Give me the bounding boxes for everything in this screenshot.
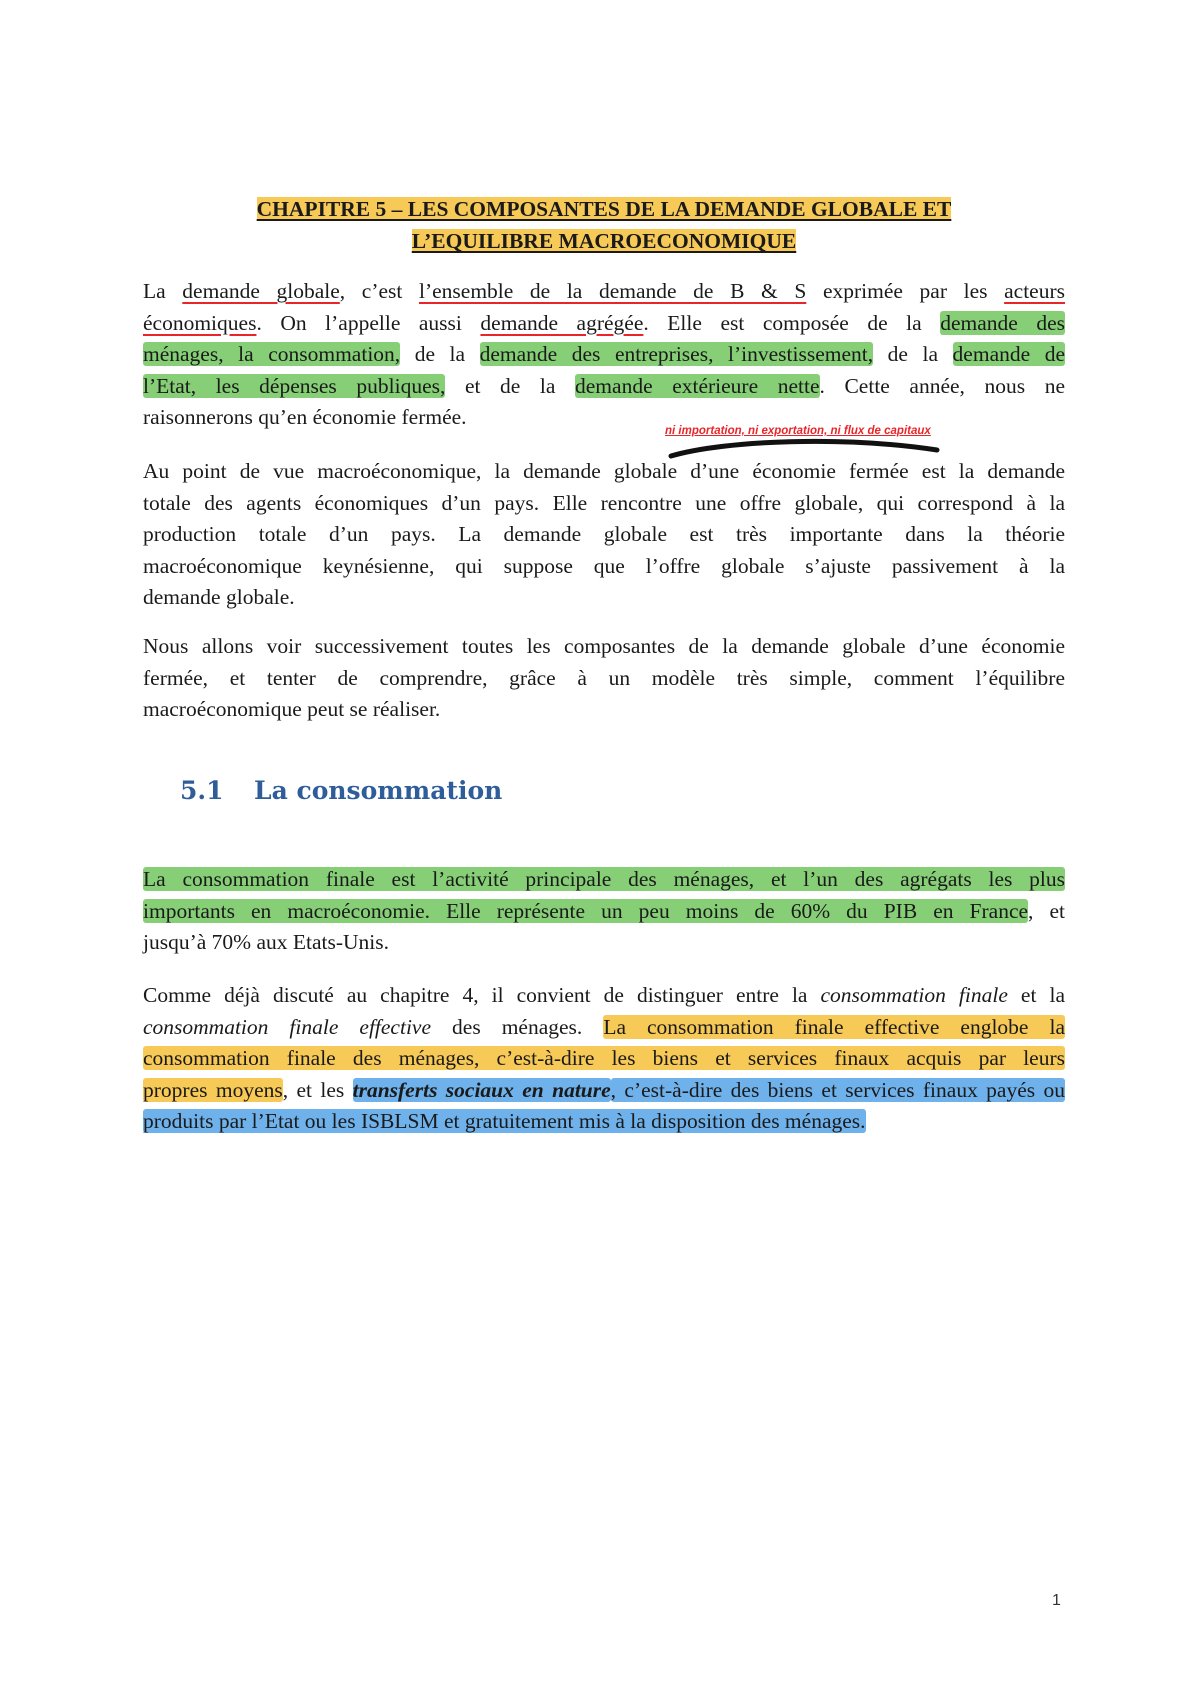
text-line: l’Etat, les dépenses publiques, et de la demande extérieure nette. Cette année, nous ne [143,373,1065,398]
underlined-term: demande globale [182,279,340,303]
text-line: raisonnerons qu’en économie fermée. [143,405,467,430]
text-line: production totale d’un pays. La demande globale est très importante dans la théorie [143,522,1065,547]
text-line [143,1106,1065,1138]
paragraph-consommation-effective [143,980,1065,1138]
underlined-term: l’ensemble de la demande de B & S [418,279,807,303]
text-line: importants en macroéconomie. Elle représente un peu moins de 60% du PIB en France, et [143,898,1065,923]
chapter-title-line-2: L’EQUILIBRE MACROECONOMIQUE [411,229,797,253]
highlight-yellow: consommation finale des ménages, c’est-à-dire les biens et services finaux acquis par leurs [143,1046,1065,1071]
page-number: 1 [1052,1592,1061,1609]
highlight-green: l’Etat, les dépenses publiques, [143,373,446,398]
italic-term: consommation finale [820,983,1008,1007]
text-line: totale des agents économiques d’un pays. Elle rencontre une offre globale, qui correspond à la [143,490,1065,515]
highlight-green: demande des [940,310,1065,335]
underlined-term: acteurs [1004,279,1065,303]
paragraph-composantes [143,631,1065,726]
highlight-green: demande de [952,342,1065,367]
text-line: économiques. On l’appelle aussi demande agrégée. Elle est composée de la demande des [143,310,1065,335]
text-line: La demande globale, c’est l’ensemble de la demande de B & S exprimée par les acteurs [143,279,1065,303]
text-line: jusqu’à 70% aux Etats-Unis. [143,930,390,955]
highlight-yellow: propres moyens [143,1077,283,1102]
chapter-title [143,193,1065,257]
text-line: consommation finale effective des ménages. La consommation finale effective englobe la [143,1014,1065,1039]
underlined-term: économiques [143,310,257,335]
highlight-green: demande des entreprises, l’investissement, [479,342,874,367]
highlight-green: La consommation finale est l’activité principale des ménages, et l’un des agrégats les plus [143,867,1065,891]
section-heading [180,776,502,805]
highlight-green: ménages, la consommation, [143,342,401,367]
text-line: fermée, et tenter de comprendre, grâce à un modèle très simple, comment l’équilibre [143,665,1065,690]
text-line [143,1043,1065,1075]
text-line: Comme déjà discuté au chapitre 4, il convient de distinguer entre la consommation finale et la [143,983,1065,1007]
text-line: macroéconomique keynésienne, qui suppose que l’offre globale s’ajuste passivement à la [143,553,1065,578]
text-line: demande globale. [143,585,295,610]
section-number: 5.1 [180,776,224,805]
underlined-term: demande agrégée [480,310,644,335]
text-line: ménages, la consommation, de la demande des entreprises, l’investissement, de la demande de [143,342,1065,367]
section-title: La consommation [254,776,503,805]
text-line: Au point de vue macroéconomique, la demande globale d’une économie fermée est la demande [143,459,1065,483]
paragraph-consommation-finale [143,864,1065,959]
highlight-blue: , c’est-à-dire des biens et services finaux payés ou [610,1077,1066,1102]
paragraph-point-de-vue [143,456,1065,614]
paragraph-demande-globale [143,276,1065,434]
text-line: macroéconomique peut se réaliser. [143,697,441,722]
text-line [143,864,1065,896]
handwritten-annotation: ni importation, ni exportation, ni flux de capitaux [665,425,931,437]
highlight-green: importants en macroéconomie. Elle représente un peu moins de 60% du PIB en France [143,898,1029,923]
italic-term: consommation finale effective [143,1014,432,1039]
highlight-blue: produits par l’Etat ou les ISBLSM et gratuitement mis à la disposition des ménages. [143,1109,866,1134]
chapter-title-line-1: CHAPITRE 5 – LES COMPOSANTES DE LA DEMANDE GLOBALE ET [256,197,952,221]
highlight-blue-italic-term: transferts sociaux en nature [352,1077,611,1102]
text-line: Nous allons voir successivement toutes les composantes de la demande globale d’une économie [143,634,1065,658]
highlight-yellow: La consommation finale effective englobe la [603,1014,1065,1039]
highlight-green: demande extérieure nette [575,373,820,398]
text-line: propres moyens, et les transferts sociaux en nature, c’est-à-dire des biens et services finaux payés ou [143,1077,1066,1102]
